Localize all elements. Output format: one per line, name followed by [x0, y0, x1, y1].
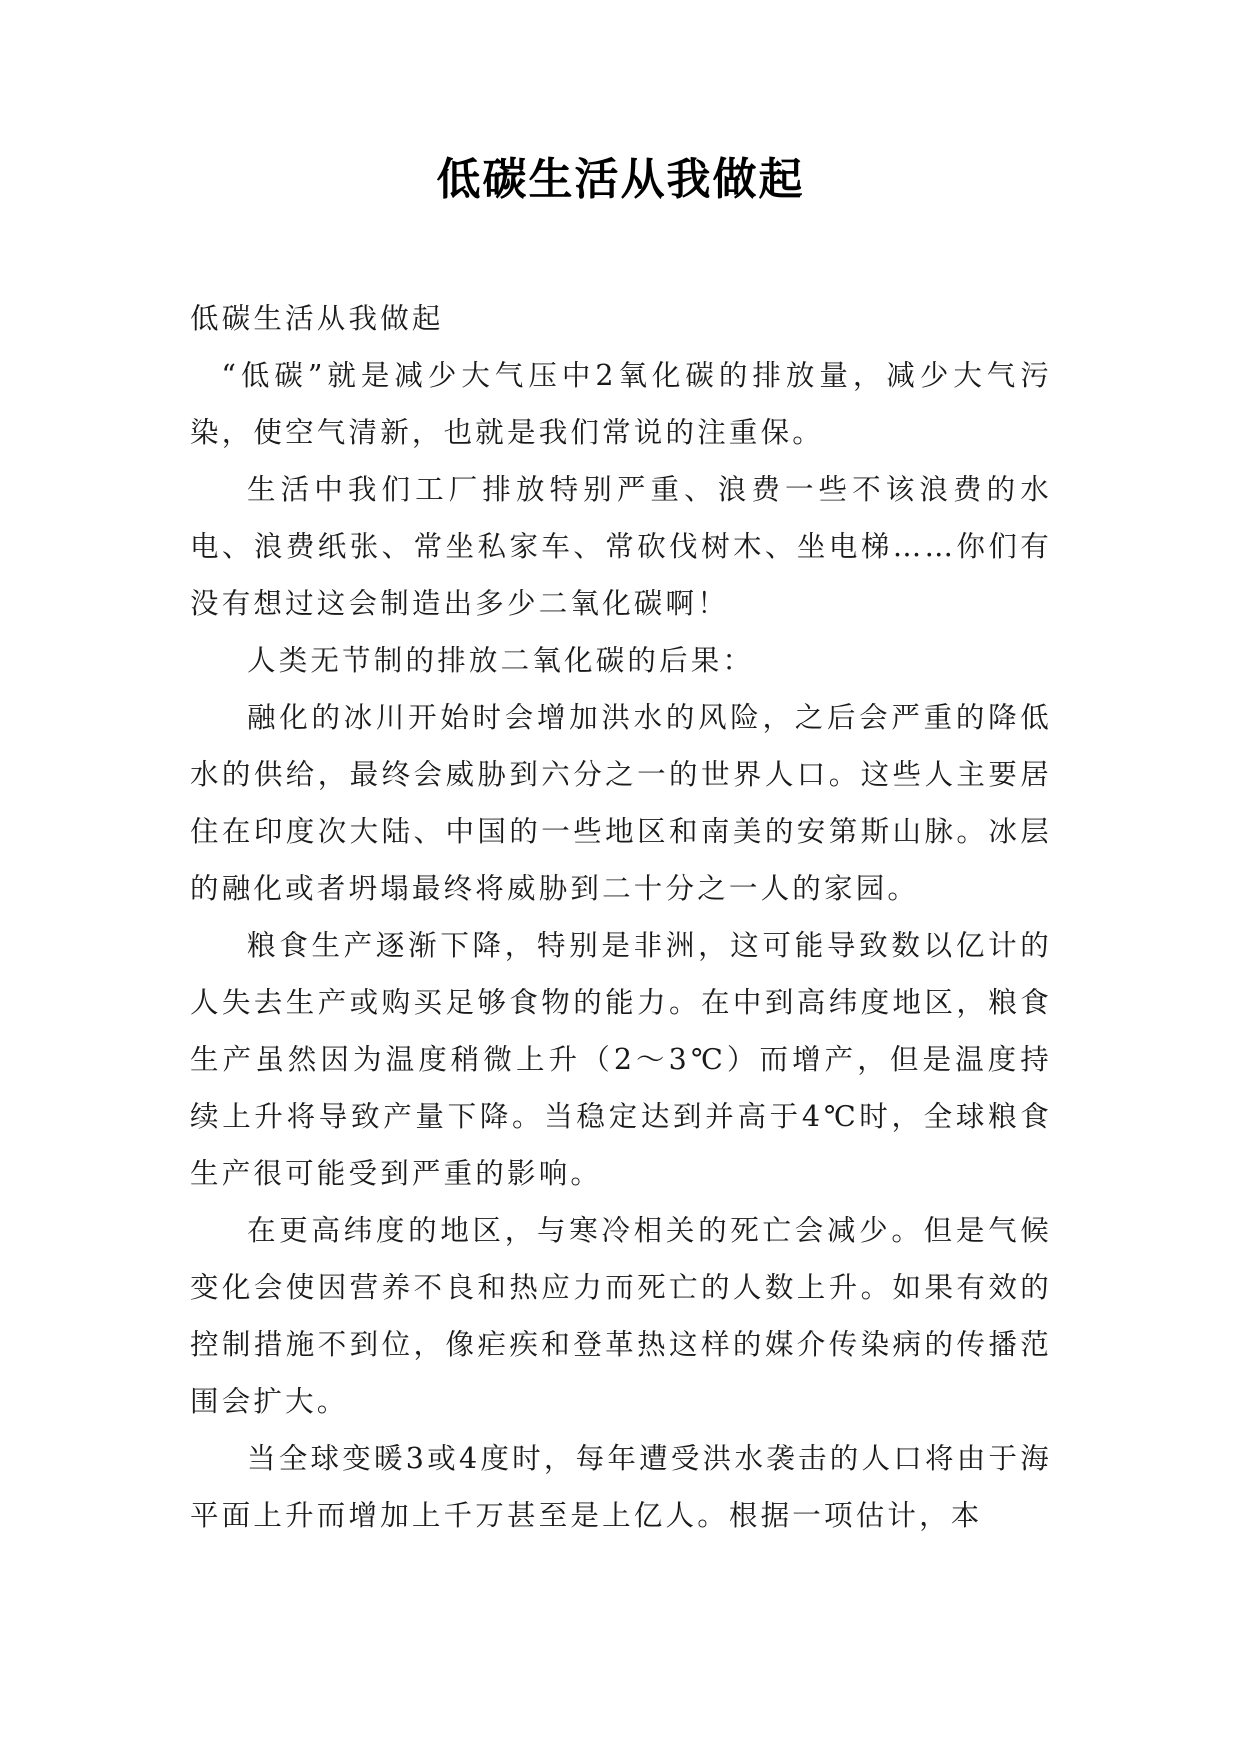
paragraph-health: 在更高纬度的地区，与寒冷相关的死亡会减少。但是气候变化会使因营养不良和热应力而死亡的人数上升。如果有效的控制措施不到位，像疟疾和登革热这样的媒介传染病的传播范围会扩大。	[190, 1214, 1052, 1418]
paragraph-definition: “低碳”就是减少大气压中2氧化碳的排放量，减少大气污染，使空气清新，也就是我们常说的注重保。	[190, 359, 1052, 449]
document-body	[190, 290, 1052, 1544]
paragraph-glaciers: 融化的冰川开始时会增加洪水的风险，之后会严重的降低水的供给，最终会威胁到六分之一的世界人口。这些人主要居住在印度次大陆、中国的一些地区和南美的安第斯山脉。冰层的融化或者坍塌最终将威胁到二十分之一人的家园。	[190, 701, 1052, 905]
paragraph-floods: 当全球变暖3或4度时，每年遭受洪水袭击的人口将由于海平面上升而增加上千万甚至是上亿人。根据一项估计，本	[190, 1442, 1052, 1532]
paragraph-consequences-heading: 人类无节制的排放二氧化碳的后果：	[247, 644, 755, 677]
paragraph-subtitle: 低碳生活从我做起	[190, 302, 444, 335]
paragraph-waste: 生活中我们工厂排放特别严重、浪费一些不该浪费的水电、浪费纸张、常坐私家车、常砍伐树木、坐电梯……你们有没有想过这会制造出多少二氧化碳啊！	[190, 473, 1052, 620]
document-title: 低碳生活从我做起	[436, 154, 805, 205]
paragraph-food: 粮食生产逐渐下降，特别是非洲，这可能导致数以亿计的人失去生产或购买足够食物的能力。在中到高纬度地区，粮食生产虽然因为温度稍微上升（2～3℃）而增产，但是温度持续上升将导致产量下降。当稳定达到并高于4℃时，全球粮食生产很可能受到严重的影响。	[190, 929, 1052, 1190]
